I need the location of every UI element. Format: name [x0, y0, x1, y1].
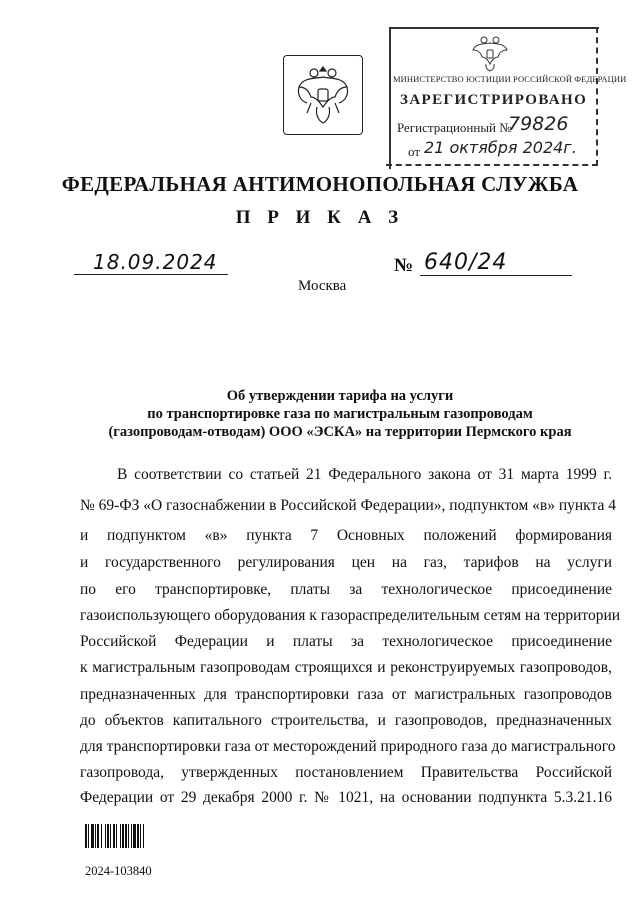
- city: Москва: [298, 278, 347, 294]
- body-line: № 69-ФЗ «О газоснабжении в Российской Федерации», подпунктом «в» пункта 4: [80, 497, 616, 514]
- document-code: 2024-103840: [85, 864, 152, 878]
- document-type: П Р И К А З: [235, 207, 405, 228]
- barcode-bar: [95, 824, 96, 848]
- title-line: (газопроводам-отводам) ООО «ЭСКА» на территории Пермского края: [108, 424, 572, 440]
- order-date: 18.09.2024: [93, 250, 218, 274]
- stamp-status: ЗАРЕГИСТРИРОВАНО: [400, 92, 588, 108]
- stamp-ministry: МИНИСТЕРСТВО ЮСТИЦИИ РОССИЙСКОЙ ФЕДЕРАЦИИ: [393, 74, 627, 84]
- date-underline: [74, 274, 228, 275]
- barcode-bar: [125, 824, 127, 848]
- stamp-reg-date: 21 октября 2024г.: [424, 138, 577, 157]
- barcode-icon: [85, 824, 165, 848]
- barcode-bar: [113, 824, 115, 848]
- coat-of-arms-frame: [283, 55, 363, 135]
- barcode-bar: [110, 824, 111, 848]
- coat-of-arms-icon: [293, 63, 353, 127]
- barcode-bar: [128, 824, 129, 848]
- barcode-bar: [131, 824, 132, 848]
- barcode-bar: [105, 824, 106, 848]
- barcode-bar: [97, 824, 99, 848]
- body-line: газопровода, утвержденных постановлением Правительства Российской: [80, 764, 612, 781]
- body-line: до объектов капитального строительства, и газопроводов, предназначенных: [80, 712, 612, 729]
- barcode-bar: [91, 824, 94, 848]
- barcode-bar: [140, 824, 141, 848]
- body-line: по его транспортировке, платы за технологическое присоединение: [80, 581, 612, 598]
- order-title: [80, 387, 600, 441]
- stamp-reg-label: Регистрационный №: [397, 120, 512, 135]
- body-line: к магистральным газопроводам строящихся и реконструируемых газопроводов,: [80, 659, 612, 676]
- body-line: и подпунктом «в» пункта 7 Основных положений формирования: [80, 527, 612, 544]
- order-number: 640/24: [424, 250, 508, 275]
- barcode-bar: [107, 824, 109, 848]
- body-line: Федерации от 29 декабря 2000 г. № 1021, на основании подпункта 5.3.21.16: [80, 789, 612, 806]
- stamp-from-label: от: [408, 144, 421, 159]
- title-line: по транспортировке газа по магистральным газопроводам: [147, 406, 533, 422]
- barcode-bar: [120, 824, 121, 848]
- barcode-bar: [137, 824, 139, 848]
- body-line: газоиспользующего оборудования к газораспределительным сетям на территории: [80, 607, 621, 624]
- barcode-bar: [122, 824, 124, 848]
- barcode-bar: [88, 824, 89, 848]
- barcode-bar: [116, 824, 117, 848]
- agency-name: ФЕДЕРАЛЬНАЯ АНТИМОНОПОЛЬНАЯ СЛУЖБА: [61, 172, 579, 196]
- body-line: и государственного регулирования цен на газ, тарифов на услуги: [80, 554, 612, 571]
- barcode-bar: [85, 824, 87, 848]
- stamp-reg-number: 79826: [508, 113, 569, 135]
- title-line: Об утверждении тарифа на услуги: [226, 388, 454, 404]
- body-line: Российской Федерации и платы за технологическое присоединение: [80, 633, 612, 650]
- barcode-bar: [143, 824, 144, 848]
- stamp-emblem-icon: [470, 34, 510, 72]
- body-line: для транспортировки газа от месторождений природного газа до магистрального: [80, 738, 616, 755]
- body-line: В соответствии со статьей 21 Федерального закона от 31 марта 1999 г.: [117, 466, 612, 483]
- number-sign: №: [394, 255, 414, 276]
- body-line: предназначенных для транспортировки газа от магистральных газопроводов: [80, 686, 612, 703]
- barcode-bar: [133, 824, 136, 848]
- number-underline: [420, 275, 572, 276]
- barcode-bar: [101, 824, 102, 848]
